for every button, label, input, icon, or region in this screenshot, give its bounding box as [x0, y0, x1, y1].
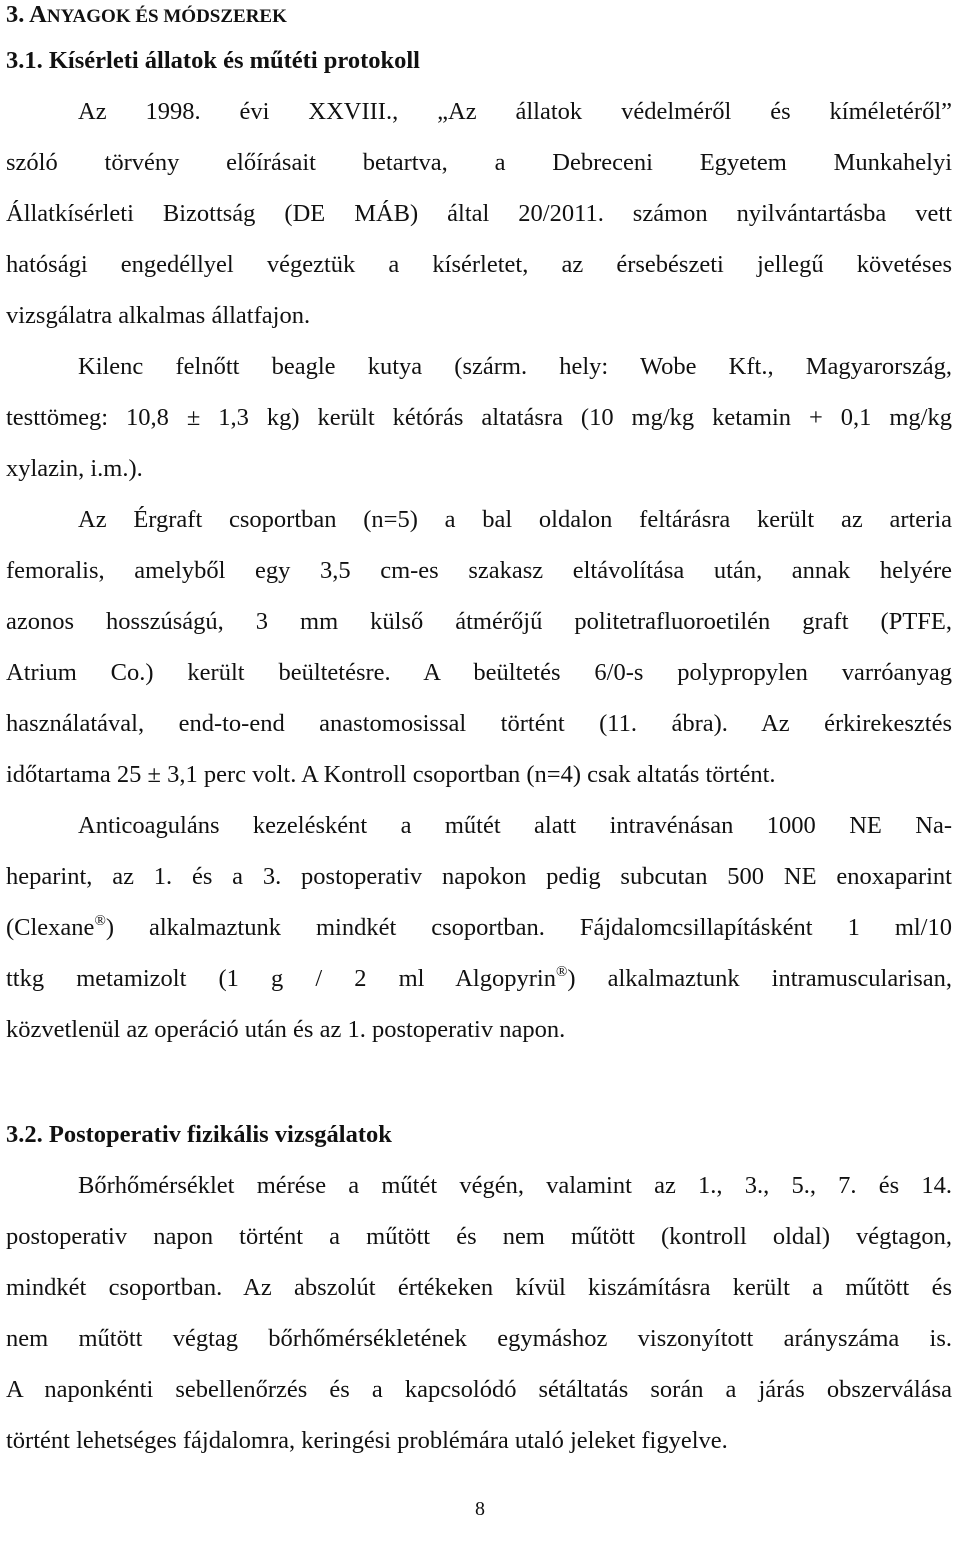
- paragraph-line: hatósági engedéllyel végeztük a kísérletet, az érsebészeti jellegű követéses: [6, 251, 952, 278]
- section-3-1-title: 3.1. Kísérleti állatok és műtéti protokoll: [6, 47, 420, 74]
- clexane-text: (Clexane: [6, 914, 95, 941]
- chapter-title-rest: NYAGOK ÉS MÓDSZEREK: [46, 6, 287, 27]
- paragraph-line: Az 1998. évi XXVIII., „Az állatok védelméről és kíméletéről”: [78, 98, 952, 125]
- paragraph-line: azonos hosszúságú, 3 mm külső átmérőjű politetrafluoroetilén graft (PTFE,: [6, 608, 952, 635]
- paragraph-line: A naponkénti sebellenőrzés és a kapcsolódó sétáltatás során a járás obszerválása: [6, 1376, 952, 1403]
- paragraph-line: xylazin, i.m.).: [6, 455, 143, 482]
- paragraph-line: Az Érgraft csoportban (n=5) a bal oldalon feltárásra került az arteria: [78, 506, 952, 533]
- registered-mark: ®: [94, 913, 106, 929]
- paragraph-line: Bőrhőmérséklet mérése a műtét végén, valamint az 1., 3., 5., 7. és 14.: [78, 1172, 952, 1199]
- paragraph-line: femoralis, amelyből egy 3,5 cm-es szakasz eltávolítása után, annak helyére: [6, 557, 952, 584]
- algopyrin-text-after: ) alkalmaztunk intramuscularisan,: [567, 965, 952, 992]
- page-number: 8: [475, 1498, 485, 1520]
- chapter-title-initial: A: [29, 1, 47, 28]
- paragraph-line: postoperativ napon történt a műtött és nem műtött (kontroll oldal) végtagon,: [6, 1223, 952, 1250]
- paragraph-line: történt lehetséges fájdalomra, keringési problémára utaló jeleket figyelve.: [6, 1427, 728, 1454]
- registered-mark: ®: [555, 964, 568, 980]
- clexane-text-after: ) alkalmaztunk mindkét csoportban. Fájdalomcsillapításként 1 ml/10: [105, 914, 952, 941]
- chapter-heading: [6, 0, 952, 30]
- paragraph-line: heparint, az 1. és a 3. postoperativ napokon pedig subcutan 500 NE enoxaparint: [6, 863, 952, 890]
- paragraph-line: testtömeg: 10,8 ± 1,3 kg) került kétórás altatásra (10 mg/kg ketamin + 0,1 mg/kg: [6, 404, 952, 431]
- paragraph-line: Anticoaguláns kezelésként a műtét alatt intravénásan 1000 NE Na-: [78, 812, 952, 839]
- paragraph-line-clexane: [6, 913, 952, 943]
- paragraph-line: vizsgálatra alkalmas állatfajon.: [6, 302, 311, 329]
- paragraph-line: időtartama 25 ± 3,1 perc volt. A Kontroll csoportban (n=4) csak altatás történt.: [6, 761, 776, 788]
- chapter-number: 3.: [6, 1, 25, 28]
- paragraph-line: nem műtött végtag bőrhőmérsékletének egymáshoz viszonyított arányszáma is.: [6, 1325, 952, 1352]
- paragraph-line: mindkét csoportban. Az abszolút értékeken kívül kiszámításra került a műtött és: [6, 1274, 952, 1301]
- section-3-2-title: 3.2. Postoperativ fizikális vizsgálatok: [6, 1121, 392, 1148]
- paragraph-line: Kilenc felnőtt beagle kutya (szárm. hely: Wobe Kft., Magyarország,: [78, 353, 952, 380]
- paragraph-line: Állatkísérleti Bizottság (DE MÁB) által 20/2011. számon nyilvántartásba vett: [6, 200, 952, 227]
- paragraph-line: közvetlenül az operáció után és az 1. postoperativ napon.: [6, 1016, 566, 1043]
- algopyrin-text: ttkg metamizolt (1 g / 2 ml Algopyrin: [6, 965, 556, 992]
- paragraph-line: szóló törvény előírásait betartva, a Debreceni Egyetem Munkahelyi: [6, 149, 952, 176]
- paragraph-line-algopyrin: [6, 964, 952, 994]
- paragraph-line: használatával, end-to-end anastomosissal történt (11. ábra). Az érkirekesztés: [6, 710, 952, 737]
- paragraph-line: Atrium Co.) került beültetésre. A beültetés 6/0-s polypropylen varróanyag: [6, 659, 952, 686]
